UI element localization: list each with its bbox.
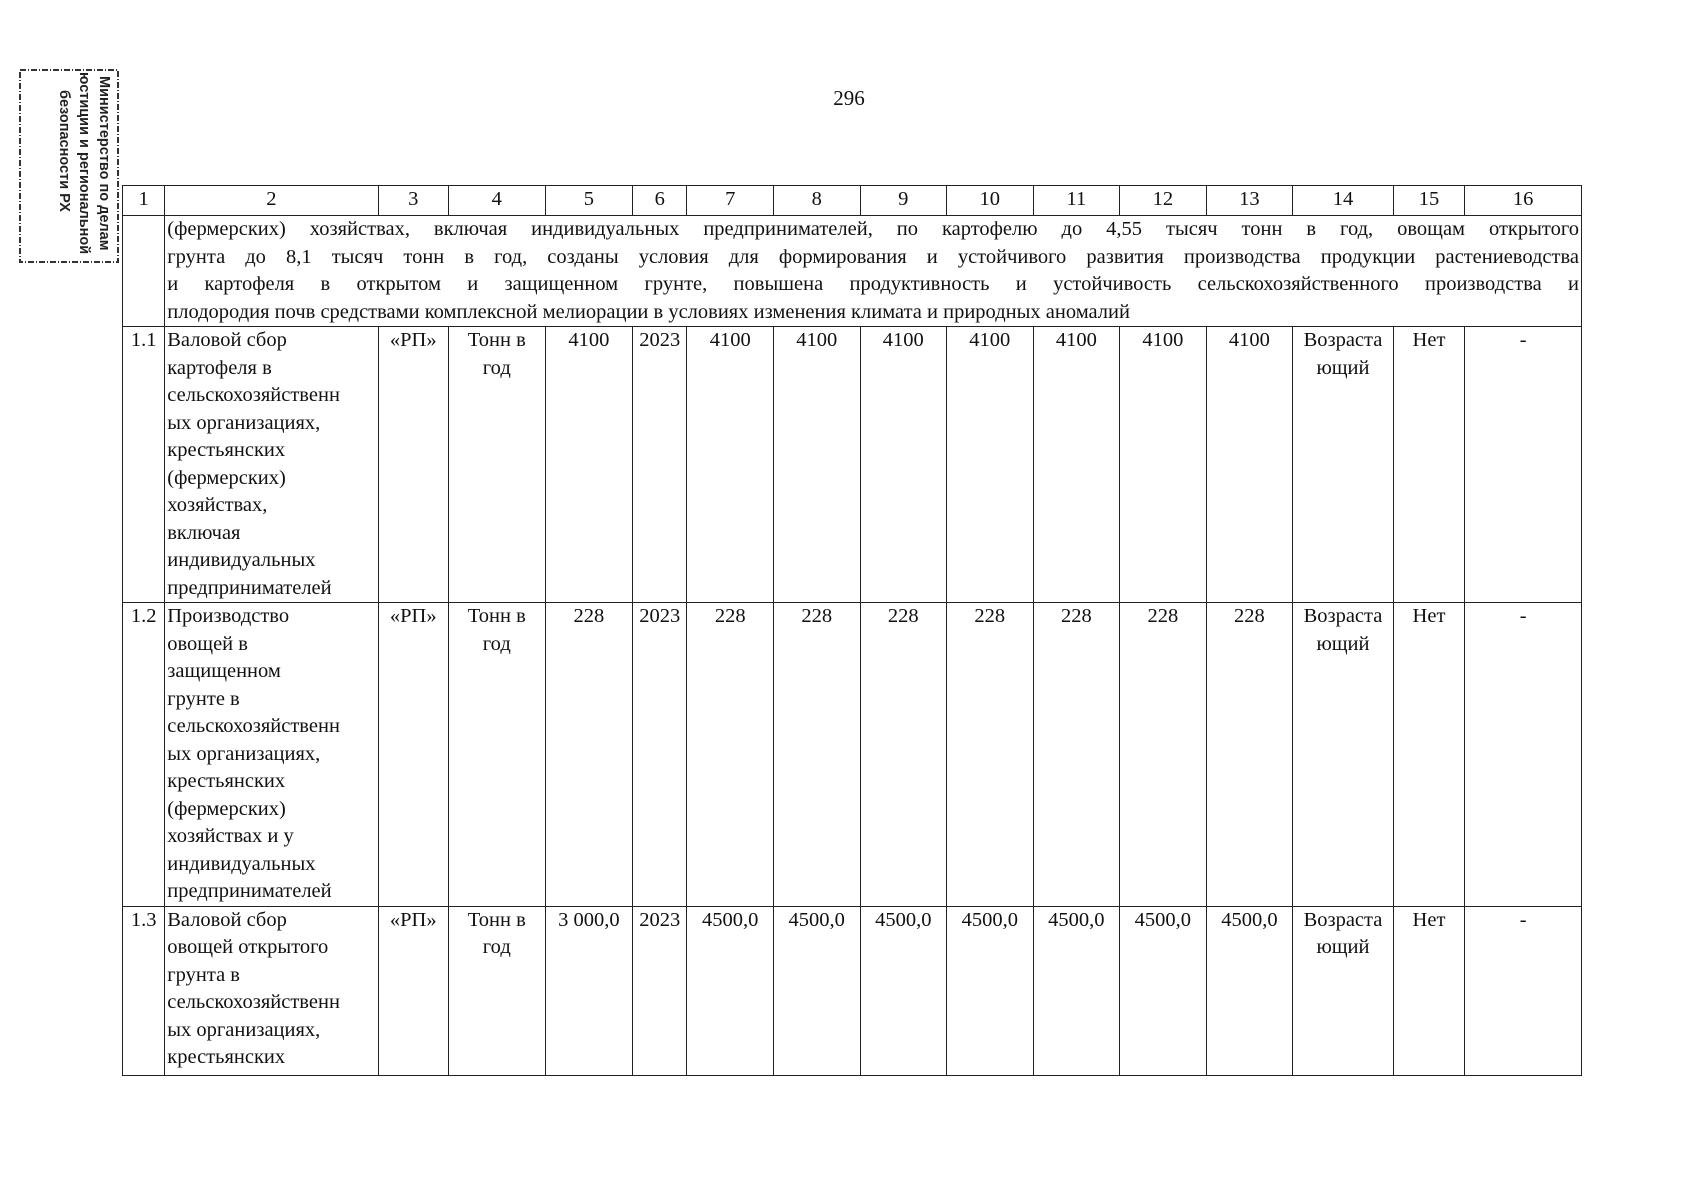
yearly-value: 4100 xyxy=(947,327,1034,603)
yearly-value: 4100 xyxy=(860,327,947,603)
column-header: 6 xyxy=(633,186,687,216)
trend-line: Возраста xyxy=(1303,329,1383,351)
unit-of-measure xyxy=(448,327,545,603)
indicator-name-line: крестьянских xyxy=(167,439,286,461)
yearly-value: 4100 xyxy=(687,327,774,603)
indicator-name-line: крестьянских xyxy=(167,1046,286,1068)
yearly-value: 228 xyxy=(687,603,774,907)
table-row xyxy=(123,327,1582,603)
column-header: 8 xyxy=(773,186,860,216)
trend xyxy=(1293,603,1394,907)
yearly-value: 4500,0 xyxy=(947,906,1034,1075)
yearly-value: 4100 xyxy=(1206,327,1293,603)
section-number-cell xyxy=(123,216,165,327)
indicators-table xyxy=(122,185,1582,1076)
yearly-value: 4500,0 xyxy=(1120,906,1207,1075)
indicator-name-line: (фермерских) xyxy=(167,797,286,820)
base-year: 2023 xyxy=(633,327,687,603)
unit-line: Тонн в xyxy=(467,908,526,931)
base-value: 4100 xyxy=(545,327,633,603)
yearly-value: 228 xyxy=(860,603,947,907)
row-number: 1.1 xyxy=(123,327,165,603)
indicator-name-line: овощей в xyxy=(167,632,248,655)
yearly-value: 228 xyxy=(1206,603,1293,907)
section-text-line: плодородия почв средствами комплексной мелиорации в условиях изменения климата и природных аномалий xyxy=(167,300,1130,323)
indicator-name-line: овощей открытого xyxy=(167,936,329,958)
yearly-value: 4100 xyxy=(773,327,860,603)
indicator-level: «РП» xyxy=(378,906,448,1075)
trend-line: Возраста xyxy=(1303,605,1383,627)
indicator-name-line: включая xyxy=(167,521,241,544)
yearly-value: 4100 xyxy=(1033,327,1120,603)
note: - xyxy=(1465,603,1582,907)
indicator-name-line: грунта в xyxy=(167,963,240,986)
indicator-name-line: ых организациях, xyxy=(167,411,321,434)
column-header: 5 xyxy=(545,186,633,216)
base-value: 3 000,0 xyxy=(545,906,633,1075)
section-text-cell xyxy=(165,216,1582,327)
indicator-name-line: индивидуальных xyxy=(167,852,316,875)
yearly-value: 4500,0 xyxy=(860,906,947,1075)
column-number-row xyxy=(123,186,1582,216)
registration-stamp xyxy=(18,66,124,268)
column-header: 7 xyxy=(687,186,774,216)
yearly-value: 228 xyxy=(1120,603,1207,907)
indicator-name-line: грунте в xyxy=(167,687,240,710)
indicator-name-line: сельскохозяйственн xyxy=(167,991,340,1013)
note: - xyxy=(1465,327,1582,603)
indicator-name-line: Производство xyxy=(167,605,290,627)
unit-line: Тонн в xyxy=(467,605,526,627)
indicator-name-line: ых организациях, xyxy=(167,742,321,765)
yearly-value: 4100 xyxy=(1120,327,1207,603)
unit-of-measure xyxy=(448,603,545,907)
section-text-line: (фермерских) хозяйствах, включая индивидуальных предпринимателей, по картофелю до 4,55 тысяч тонн в год, овощам открытого xyxy=(167,218,1579,240)
column-header: 1 xyxy=(123,186,165,216)
indicator-name-line: защищенном xyxy=(167,660,281,682)
column-header: 11 xyxy=(1033,186,1120,216)
column-header: 9 xyxy=(860,186,947,216)
table-row xyxy=(123,906,1582,1075)
unit-line: Тонн в xyxy=(467,329,526,351)
indicator-name-line: хозяйствах и у xyxy=(167,825,294,847)
table-row xyxy=(123,603,1582,907)
base-value: 228 xyxy=(545,603,633,907)
stamp-line-3: безопасности РХ xyxy=(56,90,72,212)
indicator-name-line: (фермерских) xyxy=(167,466,286,489)
yearly-value: 228 xyxy=(773,603,860,907)
indicator-name-line: индивидуальных xyxy=(167,549,316,571)
indicator-name-line: хозяйствах, xyxy=(167,494,268,516)
indicator-name-line: Валовой сбор xyxy=(167,908,287,931)
indicator-name xyxy=(165,906,378,1075)
yearly-value: 228 xyxy=(947,603,1034,907)
column-header: 13 xyxy=(1206,186,1293,216)
indicator-name-line: ых организациях, xyxy=(167,1018,321,1041)
row-number: 1.2 xyxy=(123,603,165,907)
column-header: 2 xyxy=(165,186,378,216)
row-number: 1.3 xyxy=(123,906,165,1075)
base-year: 2023 xyxy=(633,603,687,907)
indicator-name-line: предпринимателей xyxy=(167,880,332,902)
trend-line: ющий xyxy=(1316,936,1370,958)
yearly-value: 4500,0 xyxy=(1206,906,1293,1075)
indicator-level: «РП» xyxy=(378,327,448,603)
unit-line: год xyxy=(482,632,511,655)
flag: Нет xyxy=(1393,327,1464,603)
stamp-line-1: Министерство по делам xyxy=(96,76,112,251)
column-header: 4 xyxy=(448,186,545,216)
indicator-name-line: сельскохозяйственн xyxy=(167,715,340,737)
column-header: 15 xyxy=(1393,186,1464,216)
indicator-name xyxy=(165,603,378,907)
column-header: 3 xyxy=(378,186,448,216)
note: - xyxy=(1465,906,1582,1075)
indicator-name-line: картофеля в xyxy=(167,356,272,379)
trend-line: ющий xyxy=(1316,356,1370,379)
trend xyxy=(1293,906,1394,1075)
base-year: 2023 xyxy=(633,906,687,1075)
column-header: 12 xyxy=(1120,186,1207,216)
column-header: 14 xyxy=(1293,186,1394,216)
unit-of-measure xyxy=(448,906,545,1075)
yearly-value: 4500,0 xyxy=(687,906,774,1075)
section-text-line: и картофеля в открытом и защищенном грунте, повышена продуктивность и устойчивость сельскохозяйственного производства и xyxy=(167,273,1579,295)
indicator-name-line: крестьянских xyxy=(167,770,286,792)
flag: Нет xyxy=(1393,603,1464,907)
indicator-name-line: Валовой сбор xyxy=(167,329,287,351)
column-header: 10 xyxy=(947,186,1034,216)
indicator-name-line: сельскохозяйственн xyxy=(167,384,340,406)
yearly-value: 4500,0 xyxy=(1033,906,1120,1075)
trend-line: Возраста xyxy=(1303,908,1383,931)
indicator-name-line: предпринимателей xyxy=(167,576,332,599)
unit-line: год xyxy=(482,936,511,958)
indicator-level: «РП» xyxy=(378,603,448,907)
section-row xyxy=(123,216,1582,327)
unit-line: год xyxy=(482,356,511,379)
page-number: 296 xyxy=(833,86,865,110)
flag: Нет xyxy=(1393,906,1464,1075)
trend-line: ющий xyxy=(1316,632,1370,655)
column-header: 16 xyxy=(1465,186,1582,216)
indicator-name xyxy=(165,327,378,603)
yearly-value: 4500,0 xyxy=(773,906,860,1075)
stamp-line-2: юстиции и региональной xyxy=(76,72,92,255)
trend xyxy=(1293,327,1394,603)
section-text-line: грунта до 8,1 тысяч тонн в год, созданы условия для формирования и устойчивого развития производства продукции растениеводства xyxy=(167,245,1579,268)
yearly-value: 228 xyxy=(1033,603,1120,907)
